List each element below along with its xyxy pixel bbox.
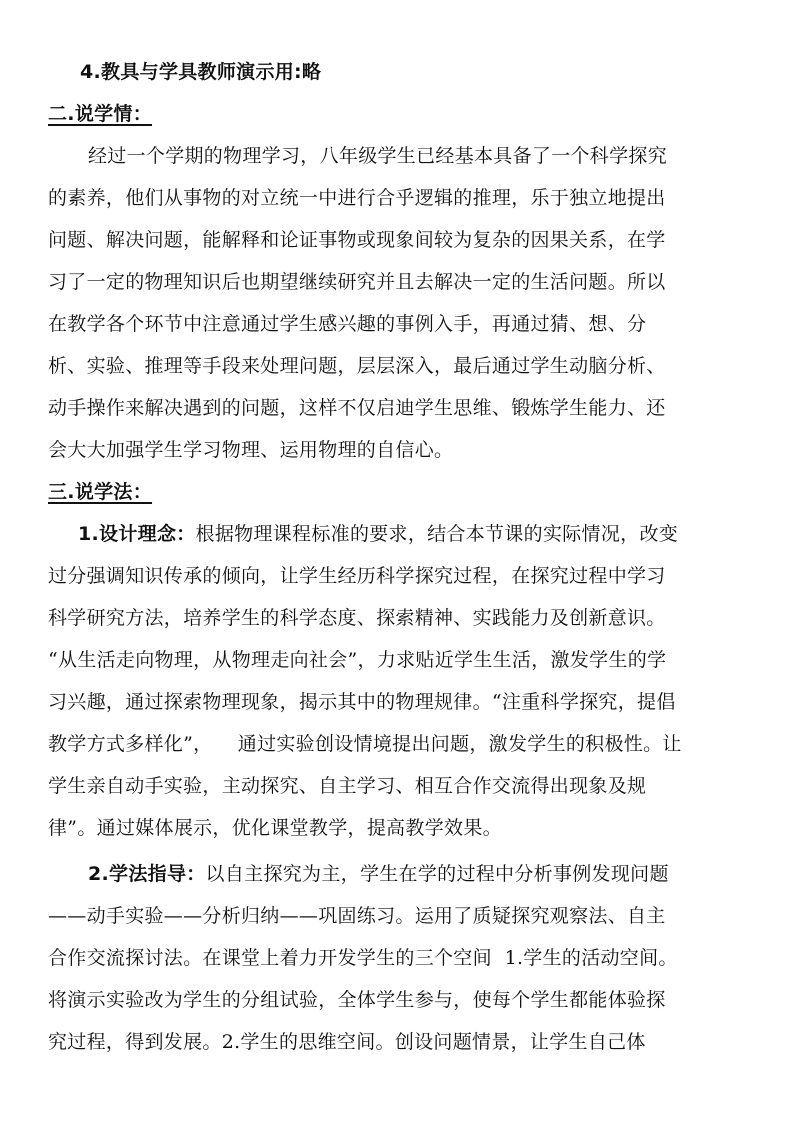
section3-p1-line-3: 科学研究方法，培养学生的科学态度、探索精神、实践能力及创新意识。: [48, 607, 666, 629]
section3-p1-line-6: 教学方式多样化”， 通过实验创设情境提出问题，激发学生的积极性。让: [48, 733, 682, 755]
section3-heading: 三.说学法：: [48, 481, 153, 503]
section3-p1-line-7: 学生亲自动手实验，主动探究、自主学习、相互合作交流得出现象及规: [48, 775, 647, 797]
item4-label: 4.教具与学具教师演示用:略: [80, 61, 322, 83]
section3-p1-line-2: 过分强调知识传承的倾向，让学生经历科学探究过程，在探究过程中学习: [48, 565, 666, 587]
design-concept-text: 根据物理课程标准的要求，结合本节课的实际情况，改变: [195, 523, 679, 545]
section2-line-5: 在教学各个环节中注意通过学生感兴趣的事例入手，再通过猜、想、分: [48, 313, 647, 335]
section3-p2-line-5: 究过程，得到发展。2.学生的思维空间。创设问题情景，让学生自己体: [48, 1031, 646, 1053]
section2-line-6: 析、实验、推理等手段来处理问题，层层深入，最后通过学生动脑分析、: [48, 355, 666, 377]
section2-line-2: 的素养，他们从事物的对立统一中进行合乎逻辑的推理，乐于独立地提出: [48, 187, 666, 209]
section3-p1-line-5: 习兴趣，通过探索物理现象，揭示其中的物理规律。“注重科学探究，提倡: [48, 691, 676, 713]
section2-line-1: 经过一个学期的物理学习，八年级学生已经基本具备了一个科学探究: [88, 145, 668, 167]
section3-p2-line-1: [88, 860, 738, 888]
section2-line-7: 动手操作来解决遇到的问题，这样不仅启迪学生思维、锻炼学生能力、还: [48, 397, 666, 419]
section3-p1-line-4: “从生活走向物理，从物理走向社会”，力求贴近学生生活，激发学生的学: [48, 649, 667, 671]
section3-p2-line-2: ——动手实验——分析归纳——巩固练习。运用了质疑探究观察法、自主: [48, 905, 666, 927]
section3-p1-line-8: 律”。通过媒体展示，优化课堂教学，提高教学效果。: [48, 817, 502, 839]
section2-line-4: 习了一定的物理知识后也期望继续研究并且去解决一定的生活问题。所以: [48, 271, 666, 293]
section2-heading: 二.说学情：: [48, 103, 153, 125]
section2-line-8: 会大大加强学生学习物理、运用物理的自信心。: [48, 439, 454, 461]
section3-p2-line-3: 合作交流探讨法。在课堂上着力开发学生的三个空间 1.学生的活动空间。: [48, 947, 678, 969]
section3-p2-line-4: 将演示实验改为学生的分组试验，全体学生参与，使每个学生都能体验探: [48, 989, 666, 1011]
section3-p1-line-1: [78, 520, 738, 548]
study-guidance-label: 2.学法指导：: [88, 863, 206, 885]
study-guidance-text: 以自主探究为主，学生在学的过程中分析事例发现问题: [205, 863, 669, 885]
design-concept-label: 1.设计理念：: [78, 523, 196, 545]
section2-line-3: 问题、解决问题，能解释和论证事物或现象间较为复杂的因果关系，在学: [48, 229, 666, 251]
item4-line: [80, 58, 780, 86]
